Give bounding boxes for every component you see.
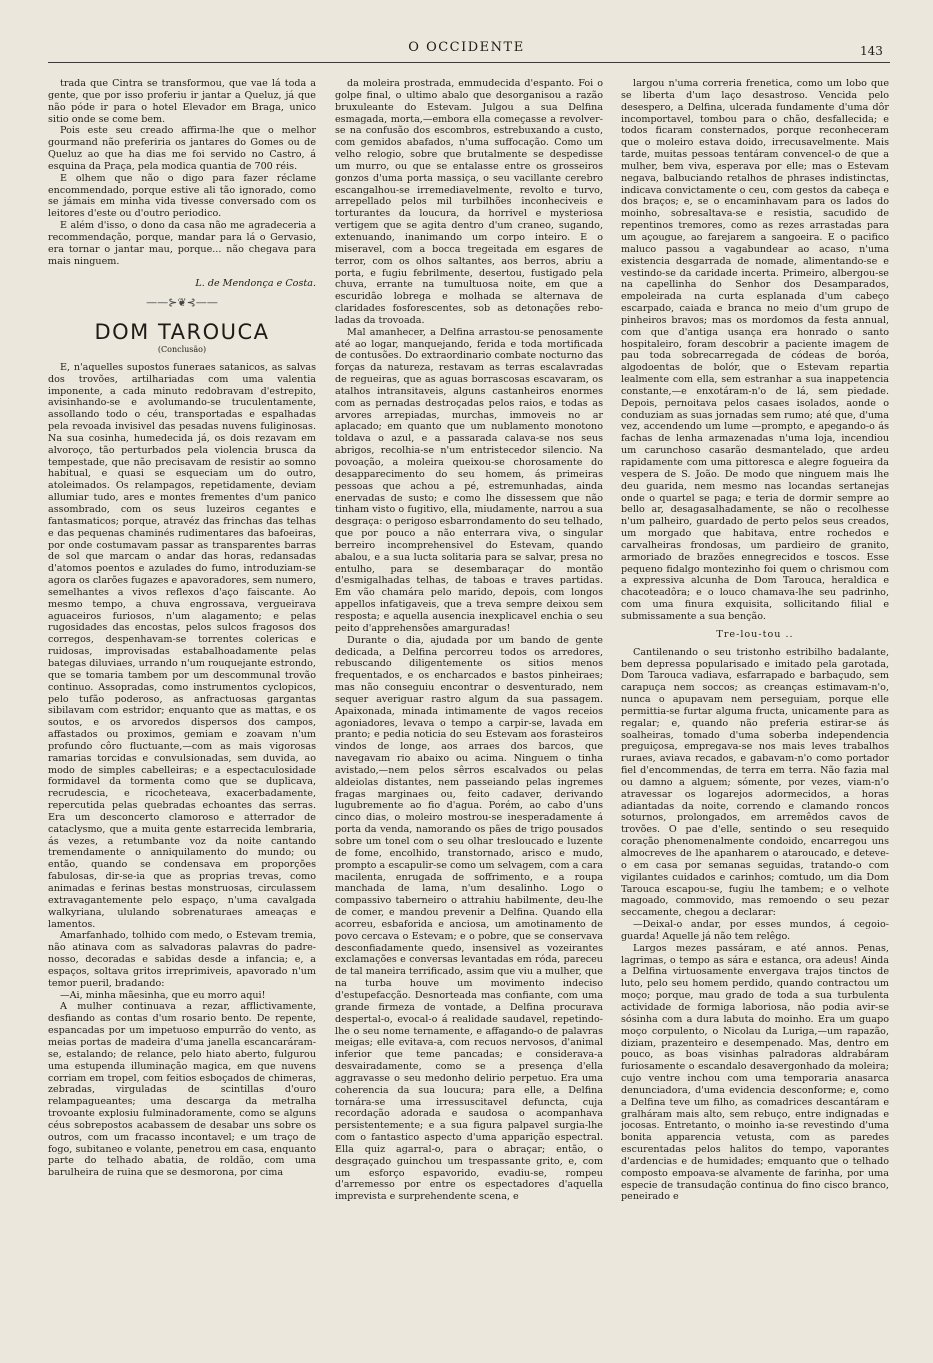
paragraph: —Ai, minha mãesinha, que eu morro aqui! <box>60 989 266 1001</box>
article-subtitle: (Conclusão) <box>157 345 207 355</box>
article-title: DOM TAROUCA <box>94 320 270 345</box>
paragraph: A mulher continuava a rezar, afflictivamente, desfiando as contas d'um rosario bento. De repente, espancadas por um impetuoso empurrão do vento, as meias portas de madeira d'uma janella escancaráram-se, estalando; de relance, pelo hiato aberto, fulgurou uma estupenda illuminação magica, em que nuvens corriam em tropel, com feitios esboçados de chimeras, zebradas, virguladas de scintillas d'ouro relampagueantes; uma descarga da metralha trovoante explosiu fulminadoramente, como se alguns céus sobrepostos acabassem de desabar uns sobre os outros, com um fracasso incontavel; e um traço de fogo, subitaneo e volante, penetrou em casa, enquanto parte do telhado abatia, de roldão, com uma barulheira de ruina que se desmorona, por cima <box>48 1001 316 1179</box>
paragraph: Mal amanhecer, a Delfina arrastou-se penosamente até ao logar, manquejando, ferida e toda mortificada de contusões. Do extraordinario combate nocturno das forças da natureza, restavam as terras escalavradas de regueiras, que as aguas borrascosas escavaram, os atalhos intransitaveis, alguns castanheiros enormes com as pernadas destroçadas pelos raios, e todas as arvores arrepiadas, murchas, immoveis no ar aplacado; em quanto que um nublamento monotono toldava o azul, e a passarada calava-se nos seus abrigos, recolhia-se n'um entristecedor silencio. Na povoação, a moleira queixou-se chorosamente do desapparecimento do seu homem, ás primeiras pessoas que achou a pé, estremunhadas, ainda enervadas de susto; e como lhe dissessem que não tinham visto o fugitivo, ella, miudamente, narrou a sua desgraça: o perigoso esbarrondamento do seu telhado, que por pouco a não enterrara viva, o singular berreiro incomprehensivel do Estevam, quando abalou, e a sua lucta solitaria para se salvar, presa no entulho, para se desembaraçar do montão d'esmigalhadas telhas, de taboas e traves partidas. Em vão chamára pelo marido, depois, com longos appellos infatigaveis, que a treva sempre deixou sem resposta; e aquella ausencia inexplicavel enchia o seu peito d'apprehensões amarguradas! <box>335 326 603 634</box>
paragraph: Pois este seu creado affirma-lhe que o melhor gourmand não preferiria os jantares do Gomes ou de Queluz ao que ha dias me foi servido no Castro, á esquina da Praça, pela modica quantia de 700 réis. <box>48 125 316 172</box>
column-3 <box>621 78 889 1343</box>
paragraph: trada que Cintra se transformou, que vae lá toda a gente, que por isso proferiu ir jantar a Queluz, já que não póde ir para o hotel Elevador em Braga, unico sitio onde se come bem. <box>48 78 316 125</box>
paragraph: E olhem que não o digo para fazer réclame encommendado, porque estive ali tão ignorado, como se jámais em minha vida tivesse conversado com os leitores d'este ou d'outro periodico. <box>48 172 316 220</box>
paragraph: E além d'isso, o dono da casa não me agradeceria a recommendação, porque, mandar para lá o Gervasio, era tornar o jantar mau, porque... não chegava para mais ninguem. <box>48 220 316 267</box>
paragraph: —Deixal-o andar, por esses mundos, á cegoio-guarda! Aquelle já não tem relêgo. <box>621 919 889 942</box>
paragraph: Largos mezes passáram, e até annos. Penas, lagrimas, o tempo as sára e estanca, ora adeus! Ainda a Delfina virtuosamente envergava trajos tinctos de luto, pelo seu homem perdido, quando contractou um moço; porque, mau grado de toda a sua turbulenta actividade de formiga laboriosa, não podia avir-se sósinha com a dura labuta do moinho. Era um guapo moço corpulento, o Nicolau da Luriga,—um rapazão, diziam, prazenteiro e desempenado. Mas, dentro em pouco, as boas visinhas palradoras aldrabáram furiosamente o escandalo desavergonhado da moleira; cujo ventre inchou com uma temporaria anasarca denunciadora, d'uma evidencia desconforme; e, como a Delfina teve um filho, as comadrices descantáram e gralháram mais alto, sem rebuço, entre indignadas e jocosas. Entretanto, o moinho ia-se revestindo d'uma bonita apparencia vetusta, com as paredes escurentadas pelos halitos do tempo, vaporantes d'ardencias e de humidades; emquanto que o telhado composto empoava-se alvamente de farinha, por uma especie de transudação continua do fino cisco branco, peneirado e <box>621 942 889 1203</box>
paragraph: Durante o dia, ajudada por um bando de gente dedicada, a Delfina percorreu todos os arredores, rebuscando diligentemente os sitios menos frequentados, e os encharcados e bastos pinheiraes; mas não conseguiu encontrar o desventurado, nem sequer averiguar rastro algum da sua passagem. Apaixonada, minada intimamente de vagos receios agoniadores, levava o tempo a carpir-se, lavada em pranto; e pedia noticia do seu Estevam aos forasteiros vindos de longe, aos arraes dos barcos, que navegavam rio abaixo ou acima. Ninguem o tinha avistado,—nem pelos sêrros escalvados ou pelas aldeiolas distantes, nem passeiando pelas ingremes fragas marginaes ou, feito cadaver, derivando lugubremente ao fio d'agua. Porém, ao cabo d'uns cinco dias, o moleiro mostrou-se inesperadamente á porta da venda, namorando os pães de trigo pousados sobre um tonel com o seu olhar tresloucado e luzente de fome, encolhido, transtornado, arisco e mudo, prompto a escapulir-se como um selvagem, com a cara macilenta, enrugada de soffrimento, e a roupa manchada de lama, n'um desalinho. Logo o compassivo taberneiro o attrahiu habilmente, deu-lhe de comer, e mandou prevenir a Delfina. Quando ella acorreu, esbaforida e anciosa, um amotinamento de povo cercava o Estevam; e o pobre, que se conservava desconfiadamente quedo, insensivel as vozeirantes exclamações e conversas levantadas em róda, pareceu de tal maneira terrificado, assim que viu a mulher, que na turba houve um movimento indeciso d'estupefacção. Desnorteada mas confiante, com uma grande firmeza de vontade, a Delfina procurava despertal-o, evocal-o á realidade saudavel, repetindo-lhe o seu nome ternamente, e affagando-o de palavras meigas; elle evitava-a, com recuos nervosos, d'animal inferior que teme pancadas; e considerava-a desvairadamente, como se a presença d'ella aggravasse o seu medonho delirio perpetuo. Era uma coherencia da sua loucura; para elle, a Delfina tornára-se uma irressuscitavel defuncta, cuja recordação adorada e saudosa o acompanhava persistentemente; e a sua figura palpavel surgia-lhe com o fantastico aspecto d'uma apparição espectral. Ella quiz agarral-o, para o abraçar; então, o desgraçado guinchou um trespassante grito, e, com um esforço espavorido, evadiu-se, rompeu d'arremesso por entre os espectadores d'aquella imprevista e surprehendente scena, e <box>335 634 603 1203</box>
ornament-divider: ——⊱❦⊰—— <box>146 296 218 310</box>
paragraph: da moleira prostrada, emmudecida d'espanto. Foi o golpe final, o ultimo abalo que desorganisou a razão bruxuleante do Estevam. Julgou a sua Delfina esmagada, morta,—embora ella começasse a revolver-se na confusão dos escombros, estrebuxando a custo, com gemidos abafados, n'uma suffocação. Como um velho relogio, sobre que brutalmente se despedisse um murro, ou que se entalasse entre os grosseiros gonzos d'uma porta massiça, o seu vacillante cerebro escangalhou-se irremediavelmente, revolto e turvo, arrepellado pelos mil turbilhões inconheciveis e torturantes da loucura, da horrivel e mysteriosa vertigem que se agita dentro d'um craneo, sugando, extenuando, inanimando um corpo inteiro. E o miseravel, com a bocca tregeitada em esgares de terror, com os olhos saltantes, aos berros, abriu a porta, e fugiu febrilmente, desertou, fustigado pela chuva, errante na tumultuosa noite, em que a escuridão lobrega e molhada se alternava de claridades fosforescentes, sob as detonações reboladas da trovoada. <box>335 78 603 326</box>
running-title: O OCCIDENTE <box>408 40 525 55</box>
paragraph: E, n'aquelles supostos funeraes satanicos, as salvas dos trovões, artilhariadas com uma valentia imponente, a cada minuto redobravam d'estrepito, avisinhando-se e avolumando-se truculentamente, assollando todo o céu, transportadas e espalhadas pela revoada invisivel das pesadas nuvens fuliginosas. Na sua cosinha, humedecida já, os dois rezavam em alvoroço, tão perturbados pela violencia brusca da tempestade, que não precisavam de resistir ao somno habitual, e quasi se esqueciam um do outro, atoleimados. Os relampagos, repetidamente, deviam allumiar tudo, ares e montes frementes d'um panico assombrado, com os seus luzeiros cegantes e fantasmaticos; porque, atravéz das frinchas das telhas e das pequenas chaminés rudimentares das bafoeiras, por onde costumavam passar as transparentes barras de sol que marcam o andar das horas, redansadas d'atomos poentos e azulades do fumo, introduziam-se agora os clarões fugazes e apavoradores, sem numero, semelhantes a vivos reflexos d'aço faiscante. Ao mesmo tempo, a chuva engrossava, vergueirava aguaceiros furiosos, n'um alagamento; e pelas rugosidades das encostas, pelos sulcos fragosos dos corregos, despenhavam-se torrentes colericas e ruidosas, improvisadas estabalhoadamente pelas bategas diluviaes, urrando n'um rouquejante estrondo, que se tomaria tambem por um descommunal trovão continuo. Assopradas, como instrumentos cyclopicos, pelo tufão poderoso, as anfractuosas gargantas sibilavam com estridor; enquanto que as mattas, e os soutos, e os arvoredos dispersos dos campos, affastados ou proximos, gemiam e zoavam n'um profundo côro fluctuante,—com as mais vigorosas ramarias torcidas e convulsionadas, sem duvida, ao modo de simples cabelleiras; e a espectaculosidade formidavel da tormenta como que se duplicava, recrudescia, e ricocheteava, exacerbadamente, repercutida pelas quebradas echoantes das serras. Era um desconcerto clamoroso e atterrador de cataclysmo, que a muita gente estarrecida lembraria, ás vezes, a retumbante voz da noite cantando tremendamente o anniquilamento do mundo; ou então, quando se condensava em proporções fabulosas, dir-se-ia que as proprias trevas, como animadas e ferinas bestas monstruosas, circulassem extravagantemente pelo espaço, n'uma cavalgada walkyriana, ululando sobrenaturaes ameaças e lamentos. <box>48 361 316 930</box>
page-number: 143 <box>860 44 883 58</box>
section-break: Tre-lou-tou .. <box>716 628 794 640</box>
column-1 <box>48 78 316 1343</box>
header-rule <box>48 62 890 63</box>
author-signature: L. de Mendonça e Costa. <box>195 277 316 289</box>
column-2 <box>335 78 603 1343</box>
paragraph: Amarfanhado, tolhido com medo, o Estevam tremia, não atinava com as salvadoras palavras do padre-nosso, decoradas e sabidas desde a infancia; e, a espaços, soltava gritos irreprimiveis, apavorado n'um temor pueril, bradando: <box>48 930 316 989</box>
paragraph: largou n'uma correria frenetica, como um lobo que se liberta d'um laço desastroso. Vencida pelo desespero, a Delfina, ulcerada fundamente d'uma dôr incomportavel, tombou para o chão, desfallecida; e todos ficaram consternados, porque reconheceram que o moleiro estava doido, irrecusavelmente. Mais tarde, muitas pessoas tentáram convencel-o de que a mulher, bem viva, esperava por elle; mas o Estevam negava, balbuciando retalhos de phrases indistinctas, indicava convictamente o ceu, com gestos da cabeça e dos braços; e, se o encaminhavam para os lados do moinho, sobresaltava-se e resistia, sacudido de repentinos tremores, como as rezes arrastadas para um açougue, ao farejarem a sangoeira. E o pacifico maluco passou a vagabundear ao acaso, n'uma existencia desgarrada de nomade, alimentando-se e vestindo-se da caridade incerta. Primeiro, albergou-se na capellinha do Senhor dos Desamparados, empoleirada na curta esplanada d'um cabeço escarpado, caiada e branca no meio d'um grupo de pinheiros bravos; mas os mordomos da festa annual, com que d'antiga usança era honrado o santo hospitaleiro, foram descobrir a paciente imagem de pau toda sobrecarregada de códeas de boróa, algodoentas de bolór, que o Estevam repartia lealmente com ella, sem estranhar a sua inappetencia constante,—e enxotáram-n'o de lá, sem piedade. Depois, pernoitava pelos casaes isolados, aonde o conduziam as suas jornadas sem rumo; até que, d'uma vez, accendendo um lume —prompto, e apegando-o ás fachas de lenha armazenadas n'uma loja, incendiou um carunchoso casarão desmantelado, que ardeu rapidamente com uma pittoresca e alegre fogueira da vespera de S. João. De modo que ninguem mais lhe deu guarida, nem mesmo nas locandas sertanejas onde o quartel se paga; e teria de dormir sempre ao bello ar, desagasalhadamente, se não o recolhesse n'um palheiro, guardado de perto pelos seus creados, um morgado que habitava, entre rochedos e carvalheiras frondosas, um pardieiro de granito, armoriado de brazões ennegrecidos e toscos. Esse pequeno fidalgo montezinho foi quem o chrismou com a expressiva alcunha de Dom Tarouca, heraldica e chacoteadôra; e o louco chamava-lhe seu padrinho, com uma finura exquisita, sollicitando filial e submissamente a sua benção. <box>621 78 889 622</box>
paragraph: Cantilenando o seu tristonho estribilho badalante, bem depressa popularisado e imitado pela garotada, Dom Tarouca vadiava, esfarrapado e barbaçudo, sem carapuça nem soccos; as creanças estimavam-n'o, nunca o apupavam nem perseguiam, porque elle permittia-se furtar alguma fructa, unicamente para as regalar; e, quando não preferia estirar-se ás soalheiras, tomado d'uma soberba independencia preguiçosa, empregava-se nos mais leves trabalhos ruraes, aviava recados, e gabavam-n'o como portador fiel d'encommendas, de terra em terra. Não fazia mal ou damno a alguem; sómente, por vezes, viam-n'o atravessar os logarejos adormecidos, a horas adiantadas da noite, correndo e clamando roncos soturnos, prolongados, em arremêdos cavos de trovões. O pae d'elle, sentindo o seu resequido coração phenomenalmente condoido, encarregou uns almocreves de lhe apanharem o ataroucado, e deteve-o em casa por semanas seguidas, tratando-o com vigilantes cuidados e carinhos; comtudo, um dia Dom Tarouca escapou-se, fugiu lhe tambem; e o velhote magoado, commovido, mas remoendo o seu pezar seccamente, chegou a declarar: <box>621 646 889 919</box>
